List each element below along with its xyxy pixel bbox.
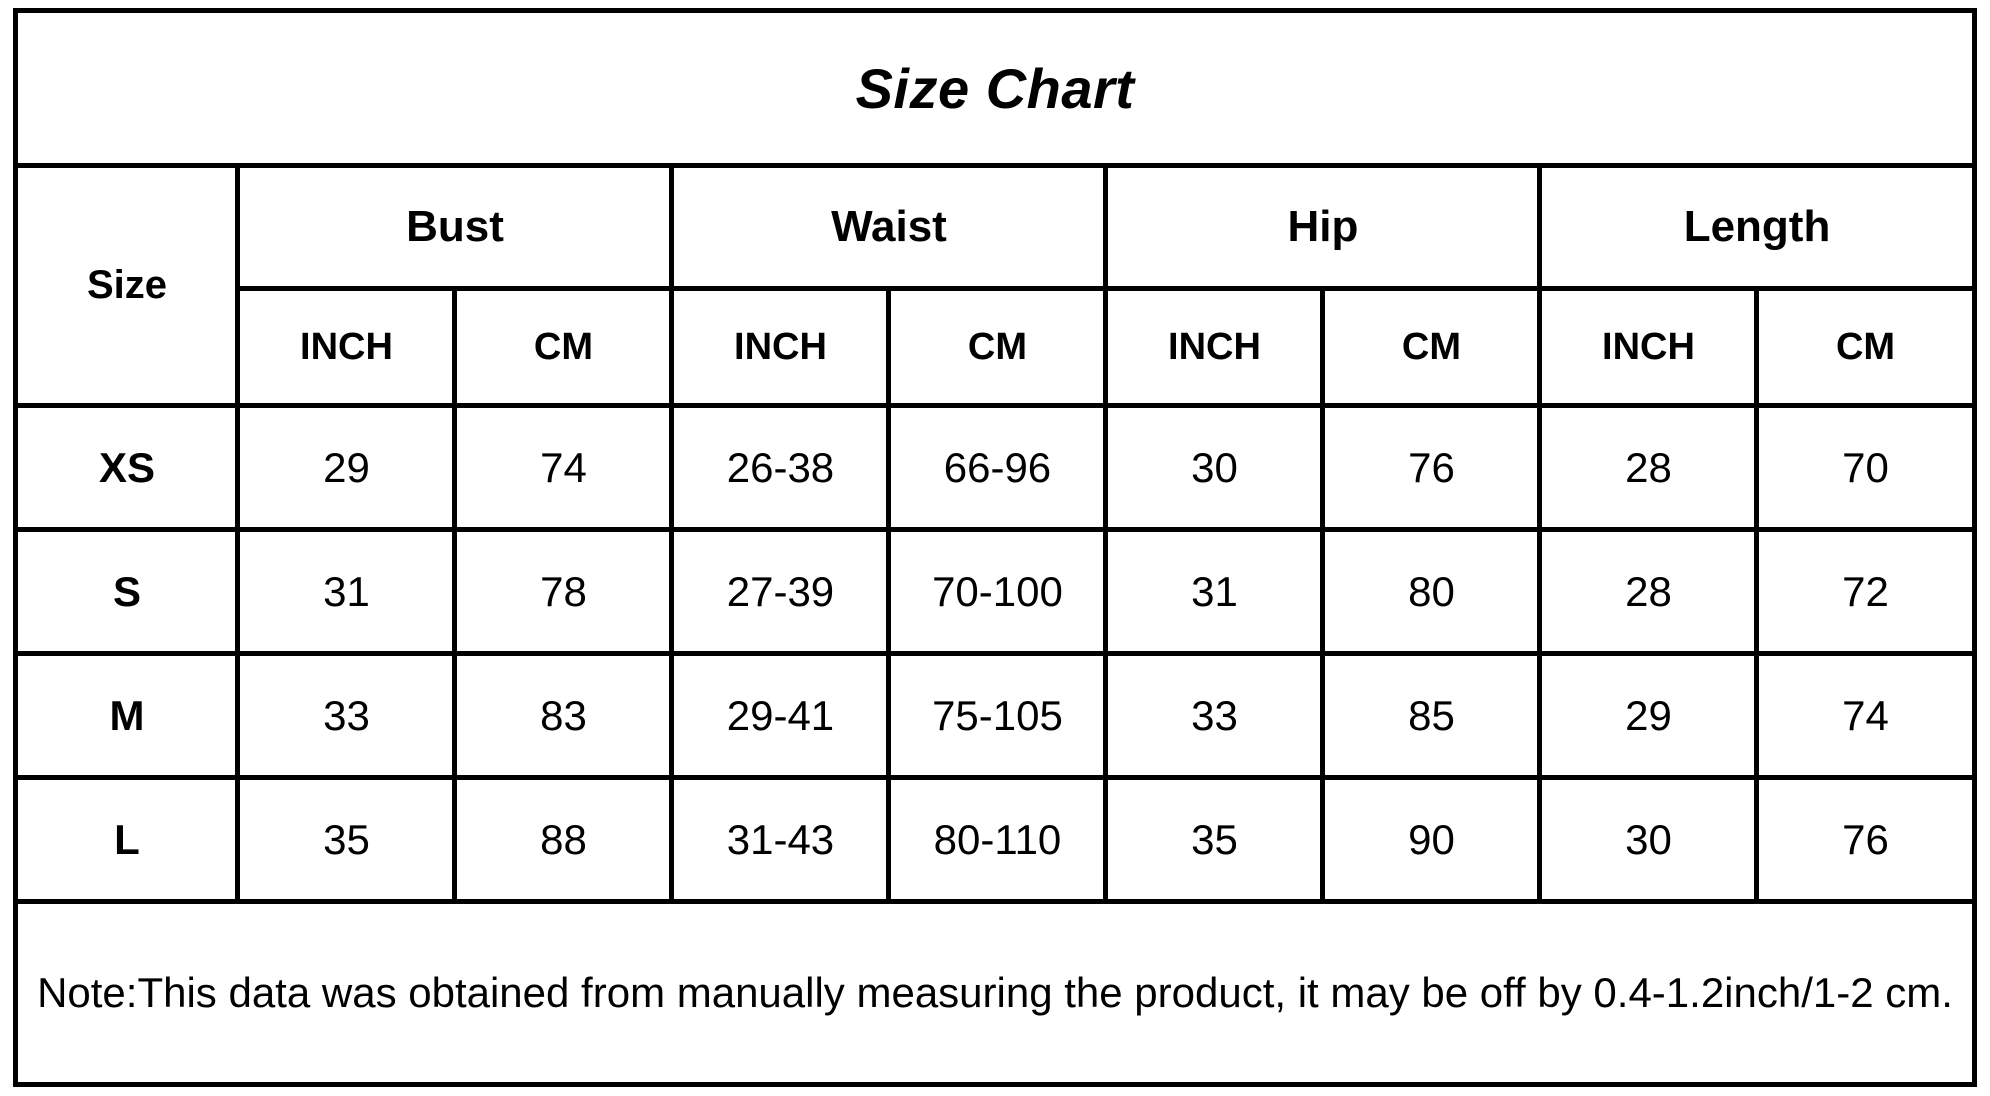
cell-m-waist-cm: 75-105: [889, 654, 1106, 778]
cell-xs-bust-inch: 29: [238, 406, 455, 530]
cell-xs-length-inch: 28: [1540, 406, 1757, 530]
column-group-length: Length: [1540, 166, 1974, 289]
unit-header-hip-inch: INCH: [1106, 289, 1323, 406]
cell-s-waist-inch: 27-39: [672, 530, 889, 654]
cell-l-waist-inch: 31-43: [672, 778, 889, 902]
unit-header-length-cm: CM: [1757, 289, 1974, 406]
cell-xs-waist-cm: 66-96: [889, 406, 1106, 530]
cell-m-length-cm: 74: [1757, 654, 1974, 778]
column-header-size: Size: [16, 166, 238, 406]
row-label-l: L: [16, 778, 238, 902]
cell-l-hip-cm: 90: [1323, 778, 1540, 902]
unit-header-length-inch: INCH: [1540, 289, 1757, 406]
column-group-waist: Waist: [672, 166, 1106, 289]
column-group-bust: Bust: [238, 166, 672, 289]
cell-xs-length-cm: 70: [1757, 406, 1974, 530]
title-row: [16, 11, 1974, 166]
cell-s-waist-cm: 70-100: [889, 530, 1106, 654]
unit-header-hip-cm: CM: [1323, 289, 1540, 406]
table-row: [16, 778, 1974, 902]
row-label-xs: XS: [16, 406, 238, 530]
size-chart-header: [16, 11, 1974, 406]
cell-s-length-inch: 28: [1540, 530, 1757, 654]
size-chart-table: [13, 8, 1976, 1087]
chart-title: Size Chart: [16, 11, 1974, 166]
cell-l-length-cm: 76: [1757, 778, 1974, 902]
cell-m-hip-inch: 33: [1106, 654, 1323, 778]
group-header-row: [16, 166, 1974, 289]
cell-m-bust-cm: 83: [455, 654, 672, 778]
unit-header-waist-inch: INCH: [672, 289, 889, 406]
cell-l-waist-cm: 80-110: [889, 778, 1106, 902]
column-group-hip: Hip: [1106, 166, 1540, 289]
unit-header-bust-cm: CM: [455, 289, 672, 406]
cell-s-bust-cm: 78: [455, 530, 672, 654]
table-row: [16, 654, 1974, 778]
measurement-note: Note:This data was obtained from manually measuring the product, it may be off by 0.4-1.2inch/1-2 cm.: [16, 902, 1974, 1085]
table-row: [16, 530, 1974, 654]
cell-l-bust-cm: 88: [455, 778, 672, 902]
cell-s-hip-cm: 80: [1323, 530, 1540, 654]
note-row: [16, 902, 1974, 1085]
unit-header-bust-inch: INCH: [238, 289, 455, 406]
row-label-m: M: [16, 654, 238, 778]
cell-xs-hip-inch: 30: [1106, 406, 1323, 530]
row-label-s: S: [16, 530, 238, 654]
cell-l-bust-inch: 35: [238, 778, 455, 902]
cell-l-length-inch: 30: [1540, 778, 1757, 902]
cell-m-waist-inch: 29-41: [672, 654, 889, 778]
cell-m-hip-cm: 85: [1323, 654, 1540, 778]
cell-m-bust-inch: 33: [238, 654, 455, 778]
cell-m-length-inch: 29: [1540, 654, 1757, 778]
cell-l-hip-inch: 35: [1106, 778, 1323, 902]
unit-header-row: [16, 289, 1974, 406]
cell-xs-hip-cm: 76: [1323, 406, 1540, 530]
cell-xs-waist-inch: 26-38: [672, 406, 889, 530]
cell-s-length-cm: 72: [1757, 530, 1974, 654]
cell-xs-bust-cm: 74: [455, 406, 672, 530]
size-chart-body: [16, 406, 1974, 1085]
cell-s-bust-inch: 31: [238, 530, 455, 654]
table-row: [16, 406, 1974, 530]
unit-header-waist-cm: CM: [889, 289, 1106, 406]
cell-s-hip-inch: 31: [1106, 530, 1323, 654]
